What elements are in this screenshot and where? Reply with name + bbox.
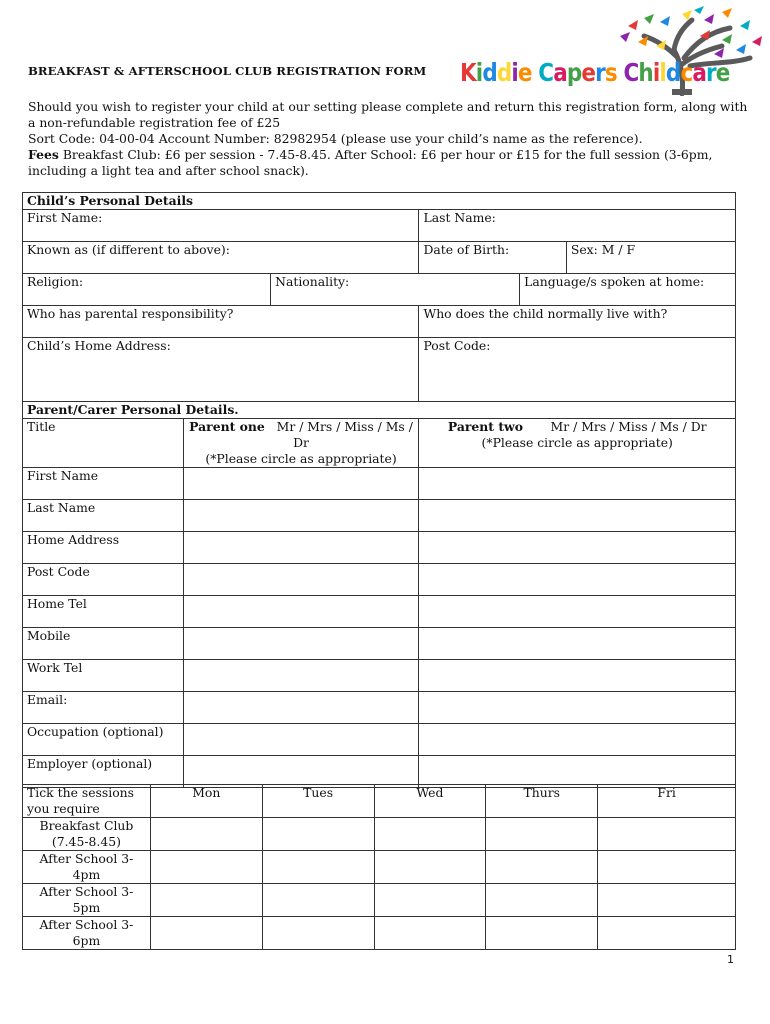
session-after-school-3-5pm: After School 3-5pm <box>23 884 151 917</box>
tick-3-4pm-thurs[interactable] <box>486 851 598 884</box>
parent-two-email-field[interactable] <box>419 692 736 724</box>
child-religion-field[interactable]: Religion: <box>23 274 271 306</box>
tick-3-4pm-fri[interactable] <box>598 851 736 884</box>
sessions-table <box>22 784 736 950</box>
day-wed: Wed <box>374 785 486 818</box>
parent-two-occupation-field[interactable] <box>419 724 736 756</box>
child-section-title: Child’s Personal Details <box>23 193 736 210</box>
parent-two-mobile-field[interactable] <box>419 628 736 660</box>
child-post-code-field[interactable]: Post Code: <box>419 338 736 402</box>
parent-one-first-name-field[interactable] <box>183 468 419 500</box>
parent-one-mobile-field[interactable] <box>183 628 419 660</box>
parent-two-title-options: Mr / Mrs / Miss / Ms / Dr <box>550 419 707 434</box>
row-label-first-name: First Name <box>23 468 184 500</box>
parent-one-post-code-field[interactable] <box>183 564 419 596</box>
parent-two-post-code-field[interactable] <box>419 564 736 596</box>
parent-two-circle-note: (*Please circle as appropriate) <box>481 435 673 450</box>
fees-label: Fees <box>28 147 59 162</box>
parent-one-work-tel-field[interactable] <box>183 660 419 692</box>
child-sex-field[interactable]: Sex: M / F <box>566 242 735 274</box>
row-label-home-address: Home Address <box>23 532 184 564</box>
child-known-as-field[interactable]: Known as (if different to above): <box>23 242 419 274</box>
page-number: 1 <box>727 953 734 966</box>
parent-two-work-tel-field[interactable] <box>419 660 736 692</box>
sessions-header-label: Tick the sessions you require <box>23 785 151 818</box>
intro-text <box>28 99 748 179</box>
intro-line-1: Should you wish to register your child at our setting please complete and return this registration form, along with a non-refundable registration fee of £25 <box>28 99 748 130</box>
session-after-school-3-6pm: After School 3-6pm <box>23 917 151 950</box>
tick-3-4pm-wed[interactable] <box>374 851 486 884</box>
row-label-last-name: Last Name <box>23 500 184 532</box>
title-label: Title <box>23 419 184 468</box>
intro-fees <box>28 147 748 179</box>
parent-two-last-name-field[interactable] <box>419 500 736 532</box>
row-label-home-tel: Home Tel <box>23 596 184 628</box>
session-after-school-3-4pm: After School 3-4pm <box>23 851 151 884</box>
day-thurs: Thurs <box>486 785 598 818</box>
parent-one-occupation-field[interactable] <box>183 724 419 756</box>
parent-one-email-field[interactable] <box>183 692 419 724</box>
fees-text: Breakfast Club: £6 per session - 7.45-8.45. After School: £6 per hour or £15 for the full session (3-6pm, including a light tea and after school snack). <box>28 147 713 178</box>
form-title: BREAKFAST & AFTERSCHOOL CLUB REGISTRATION FORM <box>28 64 427 78</box>
child-first-name-field[interactable]: First Name: <box>23 210 419 242</box>
tick-3-6pm-wed[interactable] <box>374 917 486 950</box>
day-mon: Mon <box>150 785 262 818</box>
child-dob-field[interactable]: Date of Birth: <box>419 242 566 274</box>
company-logo <box>460 6 766 96</box>
row-label-employer: Employer (optional) <box>23 756 184 788</box>
tick-breakfast-wed[interactable] <box>374 818 486 851</box>
tick-3-5pm-thurs[interactable] <box>486 884 598 917</box>
tick-3-4pm-tues[interactable] <box>262 851 374 884</box>
child-nationality-field[interactable]: Nationality: <box>271 274 520 306</box>
parent-one-employer-field[interactable] <box>183 756 419 788</box>
row-label-email: Email: <box>23 692 184 724</box>
parent-one-home-address-field[interactable] <box>183 532 419 564</box>
tick-3-5pm-tues[interactable] <box>262 884 374 917</box>
tick-breakfast-tues[interactable] <box>262 818 374 851</box>
row-label-mobile: Mobile <box>23 628 184 660</box>
parent-one-circle-note: (*Please circle as appropriate) <box>205 451 397 466</box>
parent-one-title-options: Mr / Mrs / Miss / Ms / Dr <box>276 419 413 450</box>
personal-details-table <box>22 192 736 788</box>
tick-breakfast-mon[interactable] <box>150 818 262 851</box>
row-label-post-code: Post Code <box>23 564 184 596</box>
intro-bank-details: Sort Code: 04-00-04 Account Number: 82982954 (please use your child’s name as the reference). <box>28 131 643 146</box>
child-lives-with-field[interactable]: Who does the child normally live with? <box>419 306 736 338</box>
tick-3-5pm-wed[interactable] <box>374 884 486 917</box>
child-home-address-field[interactable]: Child’s Home Address: <box>23 338 419 402</box>
row-label-work-tel: Work Tel <box>23 660 184 692</box>
parent-two-home-tel-field[interactable] <box>419 596 736 628</box>
tick-breakfast-thurs[interactable] <box>486 818 598 851</box>
parental-responsibility-field[interactable]: Who has parental responsibility? <box>23 306 419 338</box>
tick-3-6pm-tues[interactable] <box>262 917 374 950</box>
day-tues: Tues <box>262 785 374 818</box>
tick-3-4pm-mon[interactable] <box>150 851 262 884</box>
parent-one-last-name-field[interactable] <box>183 500 419 532</box>
parent-one-home-tel-field[interactable] <box>183 596 419 628</box>
child-languages-field[interactable]: Language/s spoken at home: <box>520 274 736 306</box>
tick-3-5pm-mon[interactable] <box>150 884 262 917</box>
parent-two-employer-field[interactable] <box>419 756 736 788</box>
tick-3-6pm-mon[interactable] <box>150 917 262 950</box>
tick-3-5pm-fri[interactable] <box>598 884 736 917</box>
parent-two-label: Parent two <box>447 419 523 434</box>
child-last-name-field[interactable]: Last Name: <box>419 210 736 242</box>
parent-two-home-address-field[interactable] <box>419 532 736 564</box>
day-fri: Fri <box>598 785 736 818</box>
parent-one-title-field[interactable] <box>183 419 419 468</box>
parent-two-first-name-field[interactable] <box>419 468 736 500</box>
parent-one-label: Parent one <box>189 419 265 434</box>
parent-section-title: Parent/Carer Personal Details. <box>23 402 736 419</box>
session-breakfast-club: Breakfast Club (7.45-8.45) <box>23 818 151 851</box>
tick-breakfast-fri[interactable] <box>598 818 736 851</box>
tick-3-6pm-fri[interactable] <box>598 917 736 950</box>
logo-text: Kiddie Capers Childcare <box>460 58 730 87</box>
parent-two-title-field[interactable] <box>419 419 736 468</box>
row-label-occupation: Occupation (optional) <box>23 724 184 756</box>
tick-3-6pm-thurs[interactable] <box>486 917 598 950</box>
